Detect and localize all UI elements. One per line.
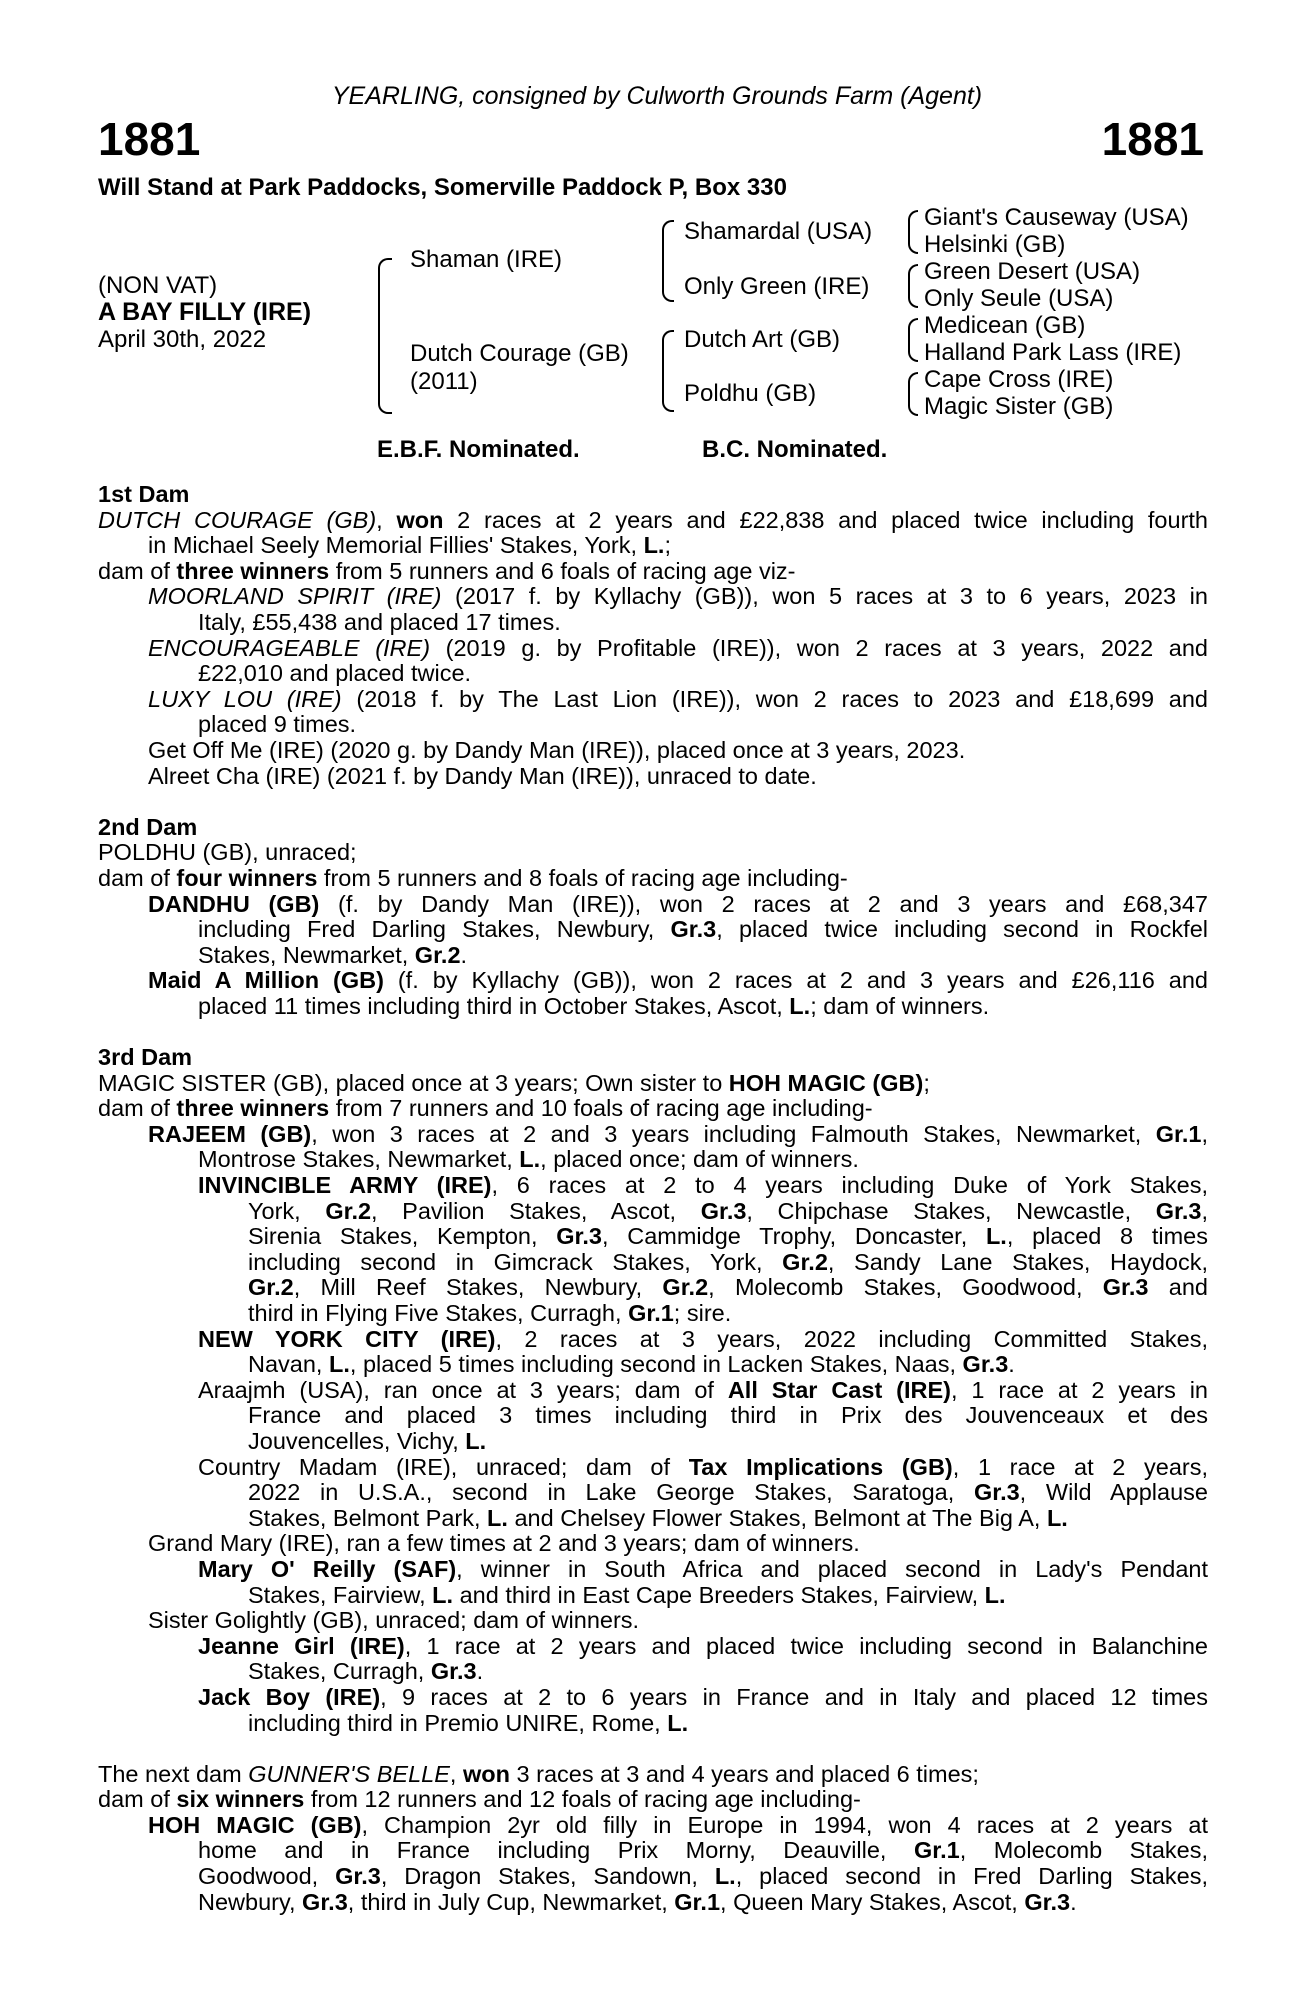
next-dam-produce: HOH MAGIC (GB), Champion 2yr old filly in Europe in 1994, won 4 races at 2 years at [148,1811,1208,1838]
bracket-ss [908,210,918,254]
third-dam-line: MAGIC SISTER (GB), placed once at 3 years; Own sister to HOH MAGIC (GB); [98,1069,930,1096]
third-dam-grandproduce: INVINCIBLE ARMY (IRE), 6 races at 2 to 4 years including Duke of York Stakes, [198,1172,1208,1199]
third-dam-grandproduce: Jeanne Girl (IRE), 1 race at 2 years and placed twice including second in Balanchine [198,1632,1208,1659]
third-dam-grandproduce: Mary O' Reilly (SAF), winner in South Africa and placed second in Lady's Pendant [198,1555,1208,1582]
dam-sire: Dutch Art (GB) [684,326,841,353]
stabling-location: Will Stand at Park Paddocks, Somerville Paddock P, Box 330 [98,174,787,201]
lot-number-right: 1881 [1101,113,1204,165]
first-dam-produce: MOORLAND SPIRIT (IRE) (2017 f. by Kyllachy (GB)), won 5 races at 3 to 6 years, 2023 in [148,583,1208,610]
sire-dam-dam: Only Seule (USA) [924,285,1114,312]
bracket-main [378,258,392,414]
third-dam-produce: Montrose Stakes, Newmarket, L., placed once; dam of winners. [198,1146,859,1173]
first-dam-line: dam of three winners from 5 runners and 6 foals of racing age viz- [98,557,796,584]
bracket-dam [662,330,674,412]
sire-sire: Shamardal (USA) [684,218,873,245]
dam-sire-dam: Halland Park Lass (IRE) [924,339,1182,366]
third-dam-grandproduce: Jack Boy (IRE), 9 races at 2 to 6 years in France and in Italy and placed 12 times [198,1683,1208,1710]
third-dam-grandproduce: Jouvencelles, Vichy, L. [248,1427,487,1454]
dam-dam-sire: Cape Cross (IRE) [924,366,1114,393]
next-dam-line: The next dam GUNNER'S BELLE, won 3 races at 3 and 4 years and placed 6 times; [98,1760,979,1787]
catalogue-body [98,482,1208,1915]
bracket-dd [908,372,918,416]
next-dam-produce: Goodwood, Gr.3, Dragon Stakes, Sandown, L., placed second in Fred Darling Stakes, [198,1863,1208,1890]
first-dam-produce: placed 9 times. [198,711,357,738]
third-dam-produce: RAJEEM (GB), won 3 races at 2 and 3 years including Falmouth Stakes, Newmarket, Gr.1, [148,1120,1208,1147]
bracket-ds [908,318,918,362]
second-dam-produce: Maid A Million (GB) (f. by Kyllachy (GB)), won 2 races at 2 and 3 years and £26,116 and [148,967,1208,994]
third-dam-grandproduce: Stakes, Belmont Park, L. and Chelsey Flower Stakes, Belmont at The Big A, L. [248,1504,1068,1531]
third-dam-grandproduce: 2022 in U.S.A., second in Lake George Stakes, Saratoga, Gr.3, Wild Applause [248,1479,1208,1506]
third-dam-grandproduce: Navan, L., placed 5 times including second in Lacken Stakes, Naas, Gr.3. [248,1351,1015,1378]
first-dam-produce: LUXY LOU (IRE) (2018 f. by The Last Lion (IRE)), won 2 races to 2023 and £18,699 and [148,685,1209,712]
first-dam-heading: 1st Dam [98,481,190,507]
first-dam-produce: ENCOURAGEABLE (IRE) (2019 g. by Profitable (IRE)), won 2 races at 3 years, 2022 and [148,634,1208,661]
third-dam-line: dam of three winners from 7 runners and 10 foals of racing age including- [98,1095,873,1122]
dam-foaled-year: (2011) [410,368,478,395]
third-dam-grandproduce: York, Gr.2, Pavilion Stakes, Ascot, Gr.3, Chipchase Stakes, Newcastle, Gr.3, [248,1197,1208,1224]
ebf-nomination: E.B.F. Nominated. [377,436,580,463]
bracket-sd [908,264,918,308]
third-dam-produce: Sister Golightly (GB), unraced; dam of winners. [148,1607,640,1634]
second-dam-line: dam of four winners from 5 runners and 8 foals of racing age including- [98,864,848,891]
third-dam-heading: 3rd Dam [98,1044,193,1071]
third-dam-grandproduce: Sirenia Stakes, Kempton, Gr.3, Cammidge Trophy, Doncaster, L., placed 8 times [248,1223,1208,1250]
third-dam-grandproduce: third in Flying Five Stakes, Curragh, Gr.1; sire. [248,1300,732,1326]
sire-dam: Only Green (IRE) [684,273,870,300]
third-dam-produce: Grand Mary (IRE), ran a few times at 2 and 3 years; dam of winners. [148,1530,860,1557]
third-dam-grandproduce: France and placed 3 times including third in Prix des Jouvenceaux et des [248,1402,1208,1429]
second-dam-line: POLDHU (GB), unraced; [98,839,357,866]
first-dam-produce: Alreet Cha (IRE) (2021 f. by Dandy Man (IRE)), unraced to date. [148,762,817,789]
third-dam-grandproduce: NEW YORK CITY (IRE), 2 races at 3 years, 2022 including Committed Stakes, [198,1325,1208,1352]
next-dam-line: dam of six winners from 12 runners and 12 foals of racing age including- [98,1786,861,1813]
first-dam-line: DUTCH COURAGE (GB), won 2 races at 2 years and £22,838 and placed twice including fourth [98,506,1208,533]
dam-dam: Poldhu (GB) [684,380,817,407]
first-dam-produce: Italy, £55,438 and placed 17 times. [198,608,561,635]
dam-name: Dutch Courage (GB) [410,340,629,367]
second-dam-produce: Stakes, Newmarket, Gr.2. [198,941,468,968]
lot-number-left: 1881 [98,113,201,165]
third-dam-grandproduce: Stakes, Curragh, Gr.3. [248,1658,484,1685]
date-of-birth: April 30th, 2022 [98,326,267,353]
sire-sire-sire: Giant's Causeway (USA) [924,204,1189,231]
bc-nomination: B.C. Nominated. [702,436,888,463]
dam-sire-sire: Medicean (GB) [924,312,1086,339]
third-dam-grandproduce: including third in Premio UNIRE, Rome, L. [248,1709,689,1736]
second-dam-produce: DANDHU (GB) (f. by Dandy Man (IRE)), won 2 races at 2 and 3 years and £68,347 [148,890,1208,917]
first-dam-produce: £22,010 and placed twice. [198,660,472,687]
third-dam-grandproduce: Gr.2, Mill Reef Stakes, Newbury, Gr.2, Molecomb Stakes, Goodwood, Gr.3 and [248,1274,1208,1301]
lot-name: A BAY FILLY (IRE) [98,298,312,326]
sire-sire-dam: Helsinki (GB) [924,231,1066,258]
consignor-line: YEARLING, consigned by Culworth Grounds Farm (Agent) [331,82,983,110]
first-dam-line: in Michael Seely Memorial Fillies' Stakes, York, L.; [148,532,671,559]
third-dam-grandproduce: Stakes, Fairview, L. and third in East Cape Breeders Stakes, Fairview, L. [248,1581,1006,1608]
first-dam-produce: Get Off Me (IRE) (2020 g. by Dandy Man (IRE)), placed once at 3 years, 2023. [148,736,966,763]
sire-dam-sire: Green Desert (USA) [924,258,1141,285]
next-dam-produce: Newbury, Gr.3, third in July Cup, Newmarket, Gr.1, Queen Mary Stakes, Ascot, Gr.3. [198,1888,1077,1915]
next-dam-produce: home and in France including Prix Morny, Deauville, Gr.1, Molecomb Stakes, [198,1837,1209,1864]
second-dam-produce: including Fred Darling Stakes, Newbury, Gr.3, placed twice including second in Rockfel [198,916,1209,943]
second-dam-heading: 2nd Dam [98,813,198,840]
dam-dam-dam: Magic Sister (GB) [924,393,1114,420]
third-dam-grandproduce: including second in Gimcrack Stakes, York, Gr.2, Sandy Lane Stakes, Haydock, [248,1248,1208,1275]
bracket-sire [662,220,674,302]
vat-status: (NON VAT) [98,272,218,299]
third-dam-grandproduce: Araajmh (USA), ran once at 3 years; dam of All Star Cast (IRE), 1 race at 2 years in [198,1376,1208,1403]
second-dam-produce: placed 11 times including third in October Stakes, Ascot, L.; dam of winners. [198,992,990,1019]
third-dam-grandproduce: Country Madam (IRE), unraced; dam of Tax Implications (GB), 1 race at 2 years, [198,1453,1208,1480]
sire-name: Shaman (IRE) [410,246,563,273]
